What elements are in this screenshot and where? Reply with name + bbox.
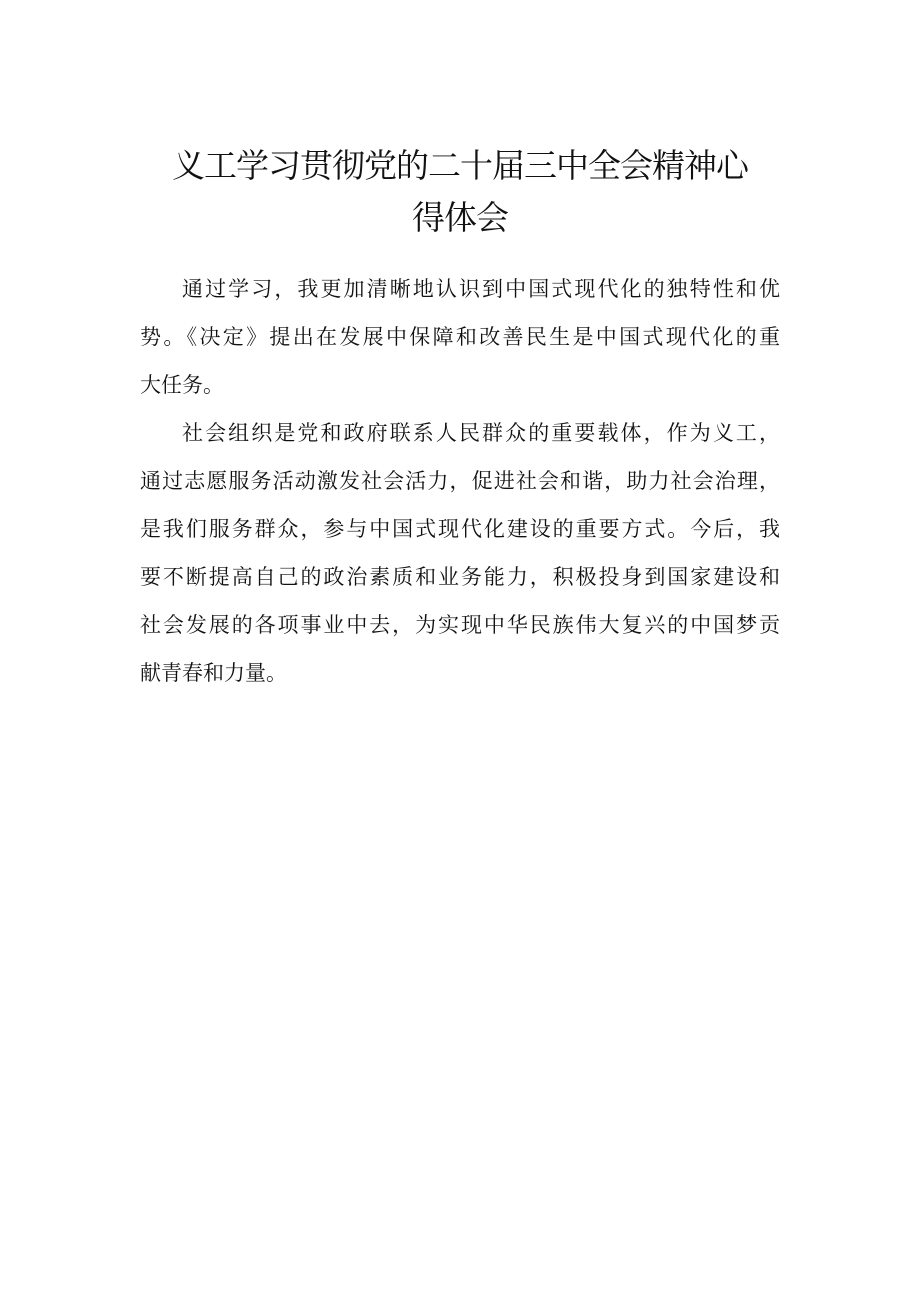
title-line-1: 义工学习贯彻党的二十届三中全会精神心 <box>172 146 748 185</box>
paragraph-1-line-1: 通过学习，我更加清晰地认识到中国式现代化的独特性和优 <box>182 277 780 301</box>
paragraph-1-line-2: 势。《决定》提出在发展中保障和改善民生是中国式现代化的重 <box>140 325 780 349</box>
paragraph-2-line-5: 社会发展的各项事业中去，为实现中华民族伟大复兴的中国梦贡 <box>140 613 780 637</box>
paragraph-2-line-2: 通过志愿服务活动激发社会活力，促进社会和谐，助力社会治理， <box>140 469 780 493</box>
document-body <box>140 265 780 697</box>
paragraph-2 <box>140 409 780 697</box>
document-title <box>140 140 780 244</box>
paragraph-1-line-3: 大任务。 <box>140 373 224 397</box>
paragraph-1 <box>140 265 780 409</box>
paragraph-2-line-4: 要不断提高自己的政治素质和业务能力，积极投身到国家建设和 <box>140 565 780 589</box>
paragraph-2-line-1: 社会组织是党和政府联系人民群众的重要载体，作为义工， <box>182 421 780 445</box>
title-line-2: 得体会 <box>412 198 508 237</box>
paragraph-2-line-6: 献青春和力量。 <box>140 661 287 685</box>
paragraph-2-line-3: 是我们服务群众，参与中国式现代化建设的重要方式。今后，我 <box>140 517 780 541</box>
